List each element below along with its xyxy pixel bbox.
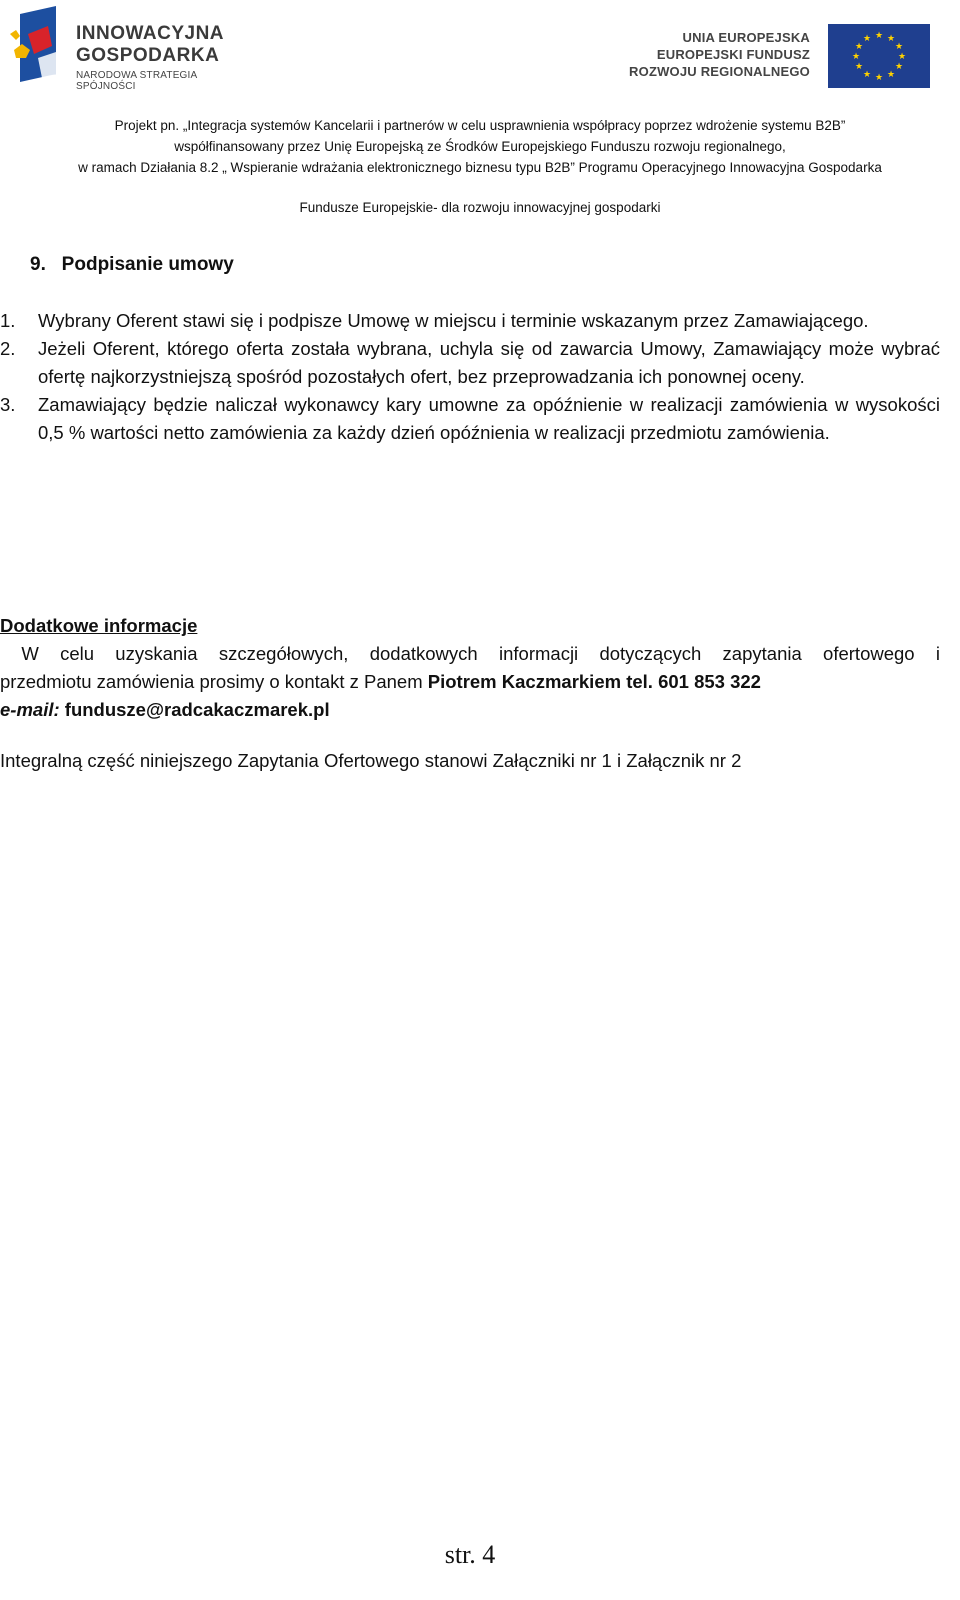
header-project-line: Projekt pn. „Integracja systemów Kancelarii i partnerów w celu usprawnienia współpracy poprzez wdrożenie systemu B2B” xyxy=(114,118,846,133)
additional-info-contact-text: przedmiotu zamówienia prosimy o kontakt z Panem xyxy=(0,671,428,692)
svg-text:★: ★ xyxy=(886,34,896,44)
logo-left-line2: GOSPODARKA xyxy=(76,45,220,66)
innowacyjna-gospodarka-emblem-icon xyxy=(8,4,70,88)
header-funds-line: Fundusze Europejskie- dla rozwoju innowacyjnej gospodarki xyxy=(299,200,661,215)
svg-text:★: ★ xyxy=(894,42,904,52)
eu-logo-line1: UNIA EUROPEJSKA xyxy=(682,30,810,45)
svg-text:★: ★ xyxy=(851,52,861,62)
email-line xyxy=(0,696,940,724)
eu-logo-line3: ROZWOJU REGIONALNEGO xyxy=(629,64,810,79)
integral-part-text: Integralną część niniejszego Zapytania Ofertowego stanowi Załączniki nr 1 i Załącznik nr 2 xyxy=(0,750,742,771)
additional-info-block xyxy=(0,612,940,724)
page-number: str. 4 xyxy=(444,1540,496,1569)
svg-text:★: ★ xyxy=(862,70,872,80)
logo-left-line1: INNOWACYJNA xyxy=(76,23,225,44)
additional-info-heading: Dodatkowe informacje xyxy=(0,615,198,636)
svg-text:★: ★ xyxy=(874,73,884,83)
list-item xyxy=(0,391,940,447)
list-item-text: Wybrany Oferent stawi się i podpisze Umowę w miejscu i terminie wskazanym przez Zamawiającego. xyxy=(38,310,869,331)
svg-text:★: ★ xyxy=(897,52,907,62)
svg-text:★: ★ xyxy=(894,62,904,72)
logo-left-line3: NARODOWA STRATEGIA SPÓJNOŚCI xyxy=(76,70,197,92)
eu-flag-icon xyxy=(828,24,930,88)
eu-logo-line2: EUROPEJSKI FUNDUSZ xyxy=(656,47,810,62)
additional-info-line2 xyxy=(0,668,940,696)
list-item-text: Jeżeli Oferent, którego oferta została wybrana, uchyla się od zawarcia Umowy, Zamawiający może wybrać ofertę najkorzystniejszą spośród pozostałych ofert, bez przeprowadzania ich ponownej oceny. xyxy=(38,338,940,387)
email-address-link[interactable]: fundusze@radcakaczmarek.pl xyxy=(59,699,330,720)
numbered-list xyxy=(0,307,940,447)
svg-text:★: ★ xyxy=(886,70,896,80)
section-heading: 9. Podpisanie umowy xyxy=(30,254,234,275)
svg-text:★: ★ xyxy=(854,62,864,72)
list-item-number: 2. xyxy=(0,338,16,359)
list-item-number: 1. xyxy=(0,310,16,331)
email-label: e-mail: xyxy=(0,699,60,720)
svg-text:★: ★ xyxy=(874,31,884,41)
header-cofinanced-line: współfinansowany przez Unię Europejską ze Środków Europejskiego Funduszu rozwoju regionalnego, xyxy=(174,139,786,154)
svg-text:★: ★ xyxy=(862,34,872,44)
list-item-number: 3. xyxy=(0,394,16,415)
eu-logo xyxy=(600,22,930,90)
list-item xyxy=(0,335,940,391)
contact-person-phone: Piotrem Kaczmarkiem tel. 601 853 322 xyxy=(427,671,761,692)
header-action-line: w ramach Działania 8.2 „ Wspieranie wdrażania elektronicznego biznesu typu B2B” Programu Operacyjnego Innowacyjna Gospodarka xyxy=(78,160,882,175)
svg-text:★: ★ xyxy=(854,42,864,52)
additional-info-line1: W celu uzyskania szczegółowych, dodatkowych informacji dotyczących zapytania ofertowego i xyxy=(0,643,940,664)
list-item xyxy=(0,307,940,335)
innowacyjna-gospodarka-logo xyxy=(8,4,258,92)
list-item-text: Zamawiający będzie naliczał wykonawcy kary umowne za opóźnienie w realizacji zamówienia w wysokości 0,5 % wartości netto zamówienia za każdy dzień opóźnienia w realizacji przedmiotu zamówienia. xyxy=(38,394,940,443)
